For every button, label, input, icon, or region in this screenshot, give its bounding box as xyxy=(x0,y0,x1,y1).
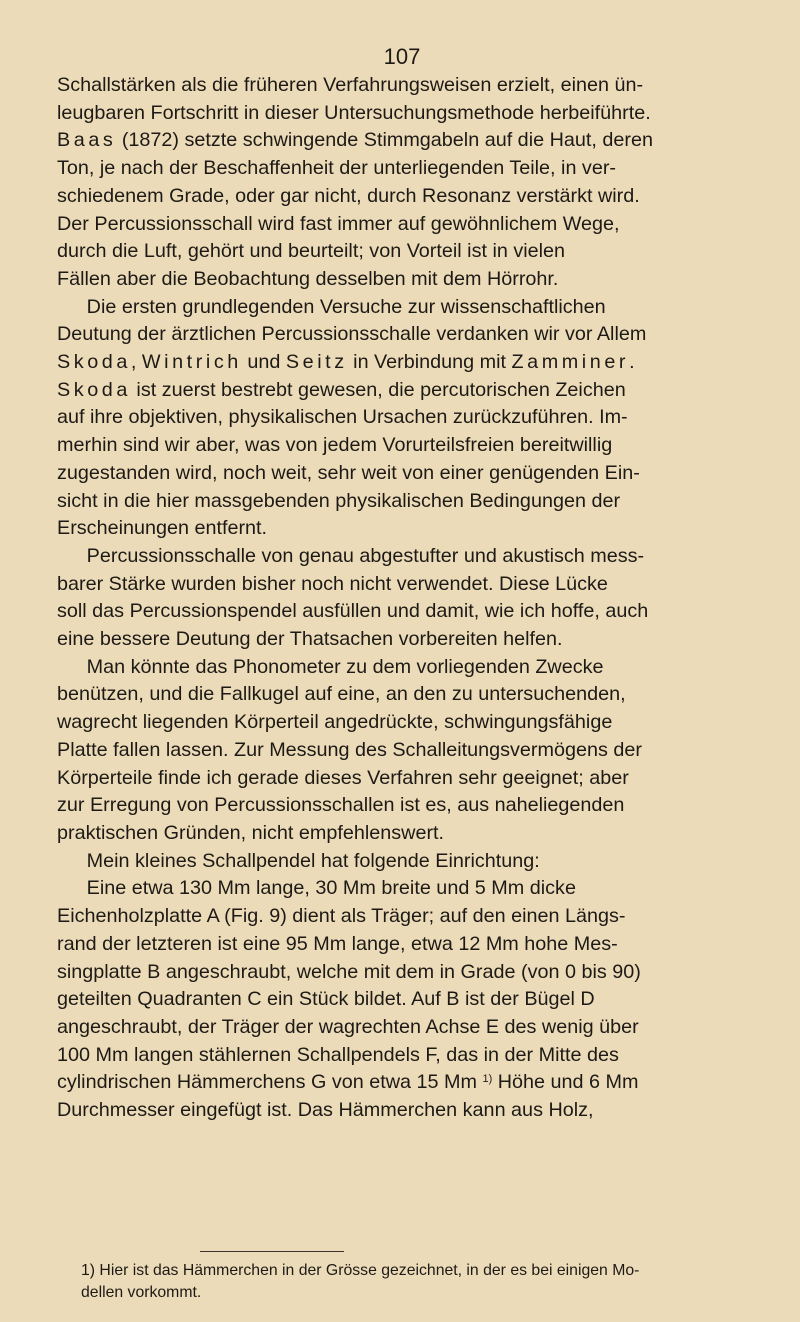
text-line xyxy=(57,681,757,709)
footnote-divider xyxy=(200,1251,344,1252)
text-line xyxy=(57,432,757,460)
spaced-name: Seitz xyxy=(285,351,348,374)
text-line xyxy=(57,211,757,239)
text-run: benützen, und die Fallkugel auf eine, an den zu untersuchenden, xyxy=(57,683,626,706)
text-line xyxy=(57,737,757,765)
text-run: angeschraubt, der Träger der wagrechten Achse E des wenig über xyxy=(57,1015,639,1038)
text-run: Platte fallen lassen. Zur Messung des Schalleitungsvermögens der xyxy=(57,738,642,761)
text-run: ist zuerst bestrebt gewesen, die percutorischen Zeichen xyxy=(130,378,626,401)
text-run: in Verbindung mit xyxy=(347,351,512,374)
paragraph xyxy=(57,294,757,543)
text-run: Durchmesser eingefügt ist. Das Hämmerchen kann aus Holz, xyxy=(57,1099,594,1122)
text-run: eine bessere Deutung der Thatsachen vorbereiten helfen. xyxy=(57,628,563,651)
text-line xyxy=(57,626,757,654)
text-run: schiedenem Grade, oder gar nicht, durch Resonanz verstärkt wird. xyxy=(57,184,640,207)
footnote xyxy=(81,1260,731,1304)
text-line xyxy=(57,765,757,793)
text-run: merhin sind wir aber, was von jedem Vorurteilsfreien bereitwillig xyxy=(57,434,613,457)
text-run: Fällen aber die Beobachtung desselben mit dem Hörrohr. xyxy=(57,267,559,290)
text-line xyxy=(57,709,757,737)
text-run: geteilten Quadranten C ein Stück bildet. Auf B ist der Bügel D xyxy=(57,988,595,1011)
text-run: . xyxy=(629,351,635,374)
text-run: Eine etwa 130 Mm lange, 30 Mm breite und 5 Mm dicke xyxy=(57,877,576,900)
text-line xyxy=(57,183,757,211)
footnote-line: dellen vorkommt. xyxy=(81,1284,202,1301)
text-run: zur Erregung von Percussionsschallen ist es, aus naheliegenden xyxy=(57,794,625,817)
text-line xyxy=(57,543,757,571)
text-run: und xyxy=(241,351,286,374)
text-run: Höhe und 6 Mm xyxy=(492,1071,639,1094)
text-line xyxy=(57,598,757,626)
text-line xyxy=(57,1014,757,1042)
text-line xyxy=(57,931,757,959)
text-run: Man könnte das Phonometer zu dem vorliegenden Zwecke xyxy=(57,655,604,678)
spaced-name: Wintrich xyxy=(141,351,242,374)
text-run: leugbaren Fortschritt in dieser Untersuchungsmethode herbeiführte. xyxy=(57,101,651,124)
text-run: Mein kleines Schallpendel hat folgende Einrichtung: xyxy=(57,849,540,872)
text-run: zugestanden wird, noch weit, sehr weit von einer genügenden Ein- xyxy=(57,461,640,484)
text-run: Deutung der ärztlichen Percussionsschalle verdanken wir vor Allem xyxy=(57,323,647,346)
text-line xyxy=(57,155,757,183)
text-run: rand der letzteren ist eine 95 Mm lange, etwa 12 Mm hohe Mes- xyxy=(57,932,618,955)
text-line xyxy=(57,820,757,848)
text-run: Der Percussionsschall wird fast immer auf gewöhnlichem Wege, xyxy=(57,212,620,235)
paragraph xyxy=(57,875,757,1124)
text-run: 100 Mm langen stählernen Schallpendels F, das in der Mitte des xyxy=(57,1043,619,1066)
paragraph xyxy=(57,654,757,848)
text-line xyxy=(57,1042,757,1070)
text-line xyxy=(57,959,757,987)
text-line xyxy=(57,1097,757,1125)
text-run: durch die Luft, gehört und beurteilt; von Vorteil ist in vielen xyxy=(57,240,566,263)
footnote-line: 1) Hier ist das Hämmerchen in der Grösse gezeichnet, in der es bei einigen Mo- xyxy=(81,1262,640,1279)
text-line xyxy=(57,266,757,294)
text-line xyxy=(57,848,757,876)
text-line xyxy=(57,460,757,488)
text-line xyxy=(57,294,757,322)
body-text xyxy=(57,72,757,1125)
spaced-name: Zamminer xyxy=(511,351,630,374)
text-run: Die ersten grundlegenden Versuche zur wissenschaftlichen xyxy=(57,295,606,318)
text-run: , xyxy=(130,351,142,374)
footnote-marker: 1) xyxy=(482,1073,493,1086)
spaced-name: Skoda xyxy=(57,351,131,374)
text-line xyxy=(57,571,757,599)
text-run: Körperteile finde ich gerade dieses Verfahren sehr geeignet; aber xyxy=(57,766,629,789)
text-line xyxy=(57,238,757,266)
text-run: Ton, je nach der Beschaffenheit der unterliegenden Teile, in ver- xyxy=(57,157,617,180)
text-line xyxy=(57,986,757,1014)
text-run: Erscheinungen entfernt. xyxy=(57,517,268,540)
text-run: auf ihre objektiven, physikalischen Ursachen zurückzuführen. Im- xyxy=(57,406,628,429)
text-run: Schallstärken als die früheren Verfahrungsweisen erzielt, einen ün- xyxy=(57,74,644,96)
text-run: Percussionsschalle von genau abgestufter und akustisch mess- xyxy=(57,544,645,567)
text-run: (1872) setzte schwingende Stimmgabeln auf die Haut, deren xyxy=(116,129,653,152)
text-run: sicht in die hier massgebenden physikalischen Bedingungen der xyxy=(57,489,621,512)
text-line xyxy=(57,792,757,820)
text-line xyxy=(57,1069,757,1097)
spaced-name: Skoda xyxy=(57,378,131,401)
text-run: Eichenholzplatte A (Fig. 9) dient als Träger; auf den einen Längs- xyxy=(57,905,626,928)
text-line xyxy=(57,127,757,155)
text-line xyxy=(57,377,757,405)
paragraph xyxy=(57,543,757,654)
page-body xyxy=(57,44,757,1125)
paragraph xyxy=(57,848,757,876)
text-run: barer Stärke wurden bisher noch nicht verwendet. Diese Lücke xyxy=(57,572,608,595)
text-line xyxy=(57,875,757,903)
text-run: soll das Percussionspendel ausfüllen und damit, wie ich hoffe, auch xyxy=(57,600,649,623)
text-line xyxy=(57,100,757,128)
text-line xyxy=(57,349,757,377)
paragraph xyxy=(57,72,757,294)
text-line xyxy=(57,72,757,100)
page-number: 107 xyxy=(383,44,421,69)
text-run: cylindrischen Hämmerchens G von etwa 15 Mm xyxy=(57,1071,483,1094)
text-run: wagrecht liegenden Körperteil angedrückte, schwingungsfähige xyxy=(57,711,613,734)
text-line xyxy=(57,488,757,516)
text-run: praktischen Gründen, nicht empfehlenswert. xyxy=(57,821,445,844)
text-line xyxy=(57,515,757,543)
text-run: singplatte B angeschraubt, welche mit dem in Grade (von 0 bis 90) xyxy=(57,960,641,983)
text-line xyxy=(57,654,757,682)
text-line xyxy=(57,321,757,349)
spaced-name: Baas xyxy=(57,129,117,152)
text-line xyxy=(57,903,757,931)
text-line xyxy=(57,404,757,432)
